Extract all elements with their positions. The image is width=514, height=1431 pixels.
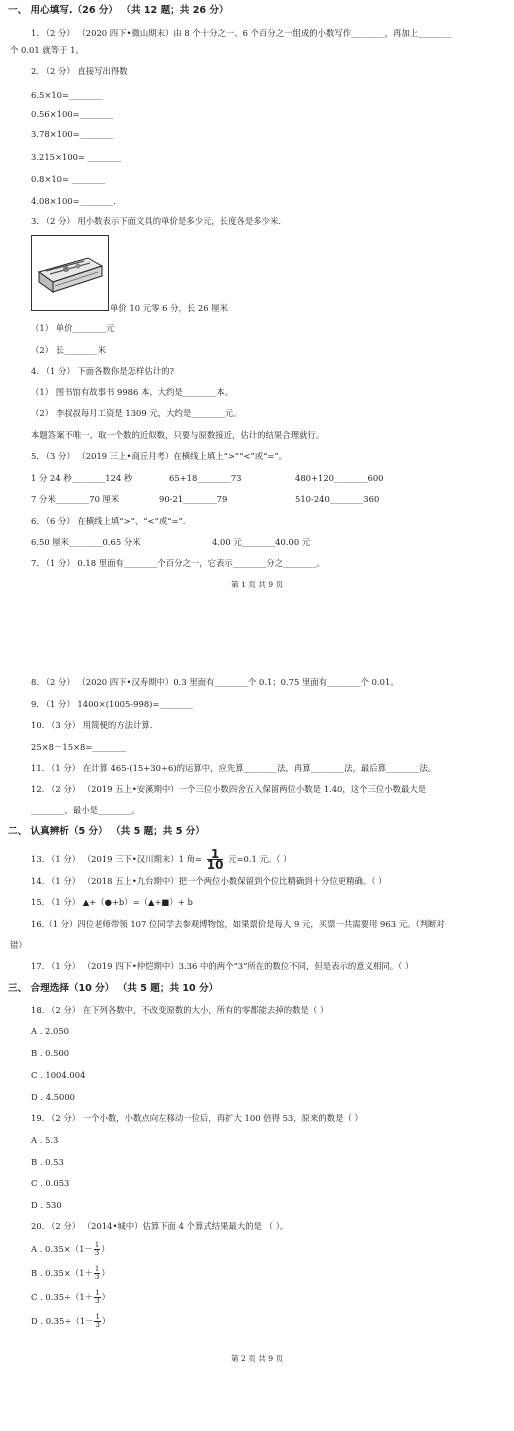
q2-item-6: 4.08×100=________.: [31, 196, 116, 206]
q20-option-a: [31, 1242, 110, 1257]
question-12: 12. （2 分） （2019 五上•安溪期中）一个三位小数四舍五入保留两位小数是 1.40，这个三位小数最大是: [31, 784, 427, 794]
q5-row1-b: 65+18________73: [169, 473, 242, 483]
section-2-title: 二、 认真辨析（5 分） （共 5 题；共 5 分）: [8, 826, 205, 837]
question-5: 5. （3 分） （2019 三上•商丘月考）在横线上填上“>”“<”或“=”。: [31, 451, 288, 461]
q5-row1-a: 1 分 24 秒________124 秒: [31, 473, 133, 483]
question-14: 14. （1 分） （2018 五上•九台期中）把一个两位小数保留到个位比精确到十分位更精确。（ ）: [31, 876, 387, 886]
question-3: 3. （2 分） 用小数表示下面文具的单价是多少元，长度各是多少米.: [31, 216, 282, 226]
q6-b: 4.00 元________40.00 元: [212, 537, 311, 547]
q3-part-2: （2） 长________米: [31, 345, 106, 355]
question-12-cont: ________，最小是________。: [31, 805, 140, 815]
question-20: 20. （2 分） （2014•城中）估算下面 4 个算式结果最大的是 （ ）。: [31, 1221, 289, 1231]
question-1: 1. （2 分） （2020 四下•微山期末）由 8 个十分之一、6 个百分之一组成的小数写作________，再加上________: [31, 28, 452, 38]
q19-option-d: D . 530: [31, 1200, 62, 1210]
q20-a-post: ）: [101, 1244, 110, 1254]
question-17: 17. （1 分） （2019 四下•仲恺期中）3.36 中的两个“3”所在的数位不同，但是表示的意义相同。（ ）: [31, 961, 414, 971]
q20-b-pre: B . 0.35×（1＋: [31, 1268, 93, 1278]
q4-part-1: （1） 图书馆有故事书 9986 本，大约是________本。: [31, 387, 234, 397]
q20-d-pre: D . 0.35÷（1－: [31, 1316, 94, 1326]
q3-part-1: （1） 单价________元: [31, 323, 115, 333]
question-18: 18. （2 分） 在下列各数中，不改变原数的大小，所有的零都能去掉的数是（ ）: [31, 1005, 329, 1015]
q20-d-post: ）: [101, 1316, 111, 1326]
pencil-case-caption: 单价 10 元零 6 分，长 26 厘米: [110, 303, 228, 313]
q20-a-fraction: [94, 1242, 100, 1257]
q4-part-2: （2） 李叔叔每月工资是 1309 元，大约是________元。: [31, 408, 242, 418]
q13-text-post: 元=0.1 元。（ ）: [228, 854, 292, 865]
q20-option-d: [31, 1314, 110, 1329]
page-footer-2: 第 2 页 共 9 页: [230, 1354, 284, 1363]
q4-note: 本题答案不唯一。取一个数的近似数，只要与原数接近，估计的结果合理就行。: [31, 430, 325, 440]
q20-a-pre: A . 0.35×（1－: [31, 1244, 93, 1254]
question-16: 16.（1 分）四位老师带领 107 位同学去参观博物馆，如果票价是每人 9 元，买票一共需要用 963 元。（判断对: [31, 919, 445, 929]
q13-fraction: [206, 847, 224, 873]
q5-row2-c: 510-240________360: [295, 494, 380, 504]
q20-b-post: ）: [101, 1268, 110, 1278]
q18-option-c: C . 1004.004: [31, 1070, 86, 1080]
q20-c-num: 1: [95, 1289, 100, 1297]
question-4: 4. （1 分） 下面各数你是怎样估计的?: [31, 366, 175, 376]
q2-item-4: 3.215×100= ________: [31, 152, 122, 162]
pencil-case-icon: [32, 236, 108, 310]
q20-d-den: 3: [95, 1321, 100, 1329]
question-7: 7. （1 分） 0.18 里面有________个百分之一，它表示________分之________。: [31, 558, 325, 568]
q20-c-den: 3: [95, 1297, 100, 1305]
q10-expression: 25×8－15×8=________: [31, 742, 126, 752]
q19-option-c: C . 0.053: [31, 1178, 70, 1188]
q13-text-pre: 13. （1 分） （2019 三下•汉川期末）1 角=: [31, 854, 203, 865]
section-3-title: 三、 合理选择（10 分） （共 5 题；共 10 分）: [8, 983, 219, 994]
question-19: 19. （2 分） 一个小数，小数点向左移动一位后，再扩大 100 倍得 53，原来的数是（ ）: [31, 1113, 363, 1123]
q20-d-num: 1: [95, 1313, 100, 1321]
q20-a-den: 3: [94, 1249, 100, 1257]
question-1-cont: 个 0.01 就等于 1。: [10, 45, 84, 55]
question-8: 8. （2 分） （2020 四下•汉寿期中）0.3 里面有________个 0.1；0.75 里面有________个 0.01。: [31, 677, 399, 687]
q5-row2-a: 7 分米________70 厘米: [31, 494, 120, 504]
pencil-case-image: [31, 235, 109, 311]
q19-option-b: B . 0.53: [31, 1157, 64, 1167]
q20-b-num: 1: [94, 1265, 100, 1273]
q20-b-den: 3: [94, 1273, 100, 1281]
q6-a: 6.50 厘米________0.65 分米: [31, 537, 141, 547]
q18-option-b: B . 0.500: [31, 1048, 70, 1058]
page-footer-1: 第 1 页 共 9 页: [230, 580, 284, 589]
question-2: 2. （2 分） 直接写出得数: [31, 66, 128, 76]
question-10: 10. （3 分） 用简便的方法计算.: [31, 720, 153, 730]
q2-item-2: 0.56×100=________: [31, 109, 114, 119]
section-1-title: 一、 用心填写.（26 分） （共 12 题；共 26 分）: [8, 5, 229, 16]
q20-d-fraction: [94, 1314, 100, 1329]
q19-option-a: A . 5.3: [31, 1135, 59, 1145]
q2-item-5: 0.8×10= ________: [31, 174, 106, 184]
q20-c-fraction: [94, 1290, 100, 1305]
q20-a-num: 1: [94, 1241, 100, 1249]
q5-row1-c: 480+120________600: [295, 473, 384, 483]
question-6: 6. （6 分） 在横线上填“>”、“<”或“=”.: [31, 516, 186, 526]
q20-option-b: [31, 1266, 110, 1281]
question-15: 15. （1 分） ▲+（●+b）=（▲+■）+ b: [31, 897, 193, 907]
question-13: [31, 847, 292, 873]
q13-fraction-numerator: 1: [207, 849, 224, 860]
q2-item-3: 3.78×100=________: [31, 129, 114, 139]
q20-b-fraction: [94, 1266, 100, 1281]
q2-item-1: 6.5×10=________: [31, 90, 103, 100]
question-16-cont: 错）: [10, 940, 27, 950]
q18-option-a: A . 2.050: [31, 1026, 70, 1036]
q20-c-pre: C . 0.35÷（1＋: [31, 1292, 94, 1302]
q18-option-d: D . 4.5000: [31, 1092, 76, 1102]
question-9: 9. （1 分） 1400×(1005-998)=________: [31, 699, 193, 709]
q20-c-post: ）: [101, 1292, 110, 1302]
question-11: 11. （1 分） 在计算 465-(15+30÷6)的运算中，应先算________法，再算________法，最后算________法。: [31, 763, 437, 773]
q13-fraction-denominator: 10: [206, 858, 224, 873]
q20-option-c: [31, 1290, 110, 1305]
q5-row2-b: 90-21________79: [159, 494, 228, 504]
